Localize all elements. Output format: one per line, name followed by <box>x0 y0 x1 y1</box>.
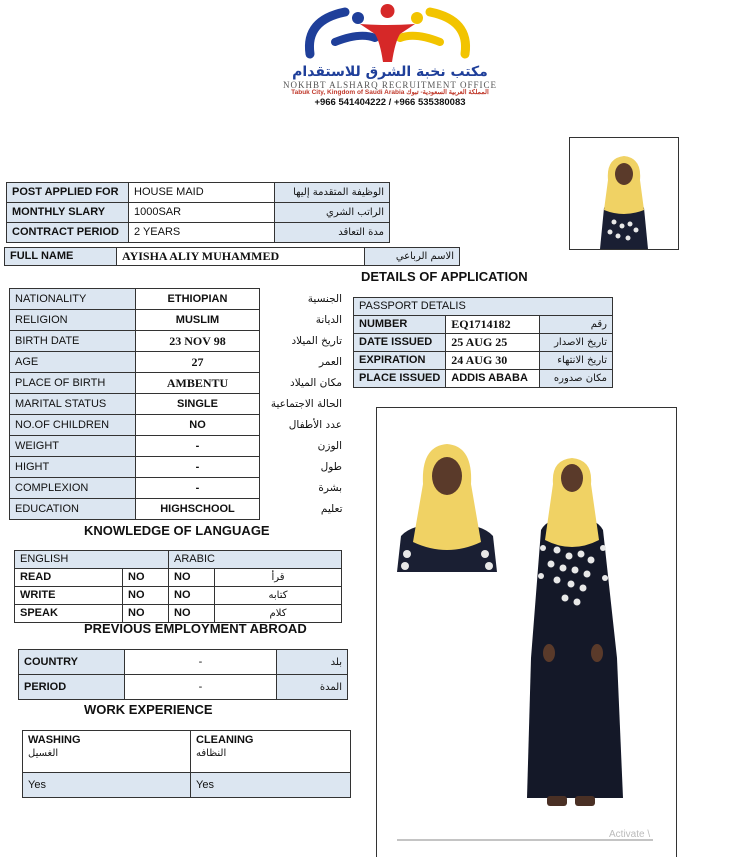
passport-value: ADDIS ABABA <box>446 370 540 388</box>
passport-value: EQ1714182 <box>446 316 540 334</box>
personal-value: NO <box>136 415 260 436</box>
passport-arabic-label: مكان صدوره <box>540 370 613 388</box>
activate-watermark: Activate \ <box>609 829 651 840</box>
cleaning-arabic: النظافه <box>196 748 227 759</box>
personal-label: NATIONALITY <box>10 289 136 310</box>
language-table <box>14 550 342 623</box>
employment-arabic-label: المدة <box>277 675 348 700</box>
personal-value: ETHIOPIAN <box>136 289 260 310</box>
table-row <box>7 183 390 203</box>
passport-label: NUMBER <box>354 316 446 334</box>
company-logo-icon <box>300 2 475 66</box>
details-title: DETAILS OF APPLICATION <box>361 269 528 284</box>
table-row <box>354 352 613 370</box>
logo-english-name: NOKHBT ALSHARQ RECRUITMENT OFFICE <box>283 80 497 90</box>
cleaning-label: CLEANING <box>196 734 254 746</box>
full-name-arabic: الاسم الرباعي <box>365 248 460 266</box>
passport-title: PASSPORT DETALIS <box>354 298 613 316</box>
passport-label: DATE ISSUED <box>354 334 446 352</box>
salary-label: MONTHLY SLARY <box>7 203 129 223</box>
arabic-level: NO <box>169 587 215 605</box>
table-row <box>10 289 348 310</box>
washing-value: Yes <box>23 773 191 798</box>
passport-arabic-label: تاريخ الانتهاء <box>540 352 613 370</box>
personal-label: MARITAL STATUS <box>10 394 136 415</box>
logo-arabic-name: مكتب نخبة الشرق للاستقدام <box>292 64 488 80</box>
table-row <box>15 551 342 569</box>
language-skill-arabic: كتابه <box>215 587 342 605</box>
english-level: NO <box>123 605 169 623</box>
table-row <box>10 457 348 478</box>
personal-label: WEIGHT <box>10 436 136 457</box>
applicant-full-photo-frame <box>376 407 677 857</box>
arabic-level: NO <box>169 569 215 587</box>
personal-label: RELIGION <box>10 310 136 331</box>
full-name-table <box>4 247 460 266</box>
personal-details-table <box>9 288 348 520</box>
language-skill-label: WRITE <box>15 587 123 605</box>
table-row <box>354 334 613 352</box>
passport-label: EXPIRATION <box>354 352 446 370</box>
personal-arabic-label: الوزن <box>317 439 342 452</box>
contract-value: 2 YEARS <box>129 223 275 243</box>
language-skill-label: SPEAK <box>15 605 123 623</box>
language-skill-arabic: قرأ <box>215 569 342 587</box>
personal-arabic-label: طول <box>320 460 342 473</box>
personal-arabic-label: العمر <box>318 355 342 368</box>
passport-table <box>353 297 613 388</box>
company-phones: +966 541404222 / +966 535380083 <box>314 97 466 108</box>
personal-value: - <box>136 436 260 457</box>
employment-title: PREVIOUS EMPLOYMENT ABROAD <box>84 621 307 636</box>
personal-label: PLACE OF BIRTH <box>10 373 136 394</box>
personal-label: NO.OF CHILDREN <box>10 415 136 436</box>
washing-header <box>23 731 191 773</box>
cleaning-value: Yes <box>191 773 351 798</box>
applicant-portrait-photo <box>569 137 679 250</box>
table-row <box>7 203 390 223</box>
salary-arabic: الراتب الشري <box>275 203 390 223</box>
language-skill-arabic: كلام <box>215 605 342 623</box>
post-applied-arabic: الوظيفة المتقدمة إليها <box>275 183 390 203</box>
passport-value: 24 AUG 30 <box>446 352 540 370</box>
personal-arabic-label: تاريخ الميلاد <box>291 334 342 347</box>
experience-table <box>22 730 351 798</box>
personal-value: HIGHSCHOOL <box>136 499 260 520</box>
table-row <box>10 499 348 520</box>
personal-arabic-label: الجنسية <box>307 292 342 305</box>
table-row <box>19 650 348 675</box>
employment-arabic-label: بلد <box>277 650 348 675</box>
personal-label: HIGHT <box>10 457 136 478</box>
employment-value: - <box>125 650 277 675</box>
personal-label: BIRTH DATE <box>10 331 136 352</box>
personal-arabic-label: مكان الميلاد <box>290 376 342 389</box>
cleaning-header <box>191 731 351 773</box>
personal-arabic-label: الحالة الاجتماعية <box>270 397 342 410</box>
language-title: KNOWLEDGE OF LANGUAGE <box>84 523 270 538</box>
personal-value: 27 <box>136 352 260 373</box>
personal-value: MUSLIM <box>136 310 260 331</box>
full-body-figure <box>527 458 623 806</box>
post-applied-label: POST APPLIED FOR <box>7 183 129 203</box>
personal-label: COMPLEXION <box>10 478 136 499</box>
full-name-label: FULL NAME <box>5 248 117 266</box>
table-row <box>23 773 351 798</box>
personal-value: SINGLE <box>136 394 260 415</box>
table-row <box>15 605 342 623</box>
personal-arabic-label: الديانة <box>315 313 342 326</box>
passport-label: PLACE ISSUED <box>354 370 446 388</box>
table-row <box>10 394 348 415</box>
table-row <box>354 298 613 316</box>
personal-value: 23 NOV 98 <box>136 331 260 352</box>
arabic-column-header: ARABIC <box>169 551 342 569</box>
employment-label: COUNTRY <box>19 650 125 675</box>
header <box>230 0 550 112</box>
personal-arabic-label: تعليم <box>320 502 343 515</box>
table-row <box>15 569 342 587</box>
personal-label: AGE <box>10 352 136 373</box>
personal-value: AMBENTU <box>136 373 260 394</box>
employment-value: - <box>125 675 277 700</box>
personal-arabic-label: عدد الأطفال <box>288 418 342 431</box>
table-row <box>15 587 342 605</box>
post-applied-value: HOUSE MAID <box>129 183 275 203</box>
washing-label: WASHING <box>28 734 81 746</box>
table-row <box>10 478 348 499</box>
passport-arabic-label: تاريخ الاصدار <box>540 334 613 352</box>
english-level: NO <box>123 569 169 587</box>
english-column-header: ENGLISH <box>15 551 169 569</box>
experience-title: WORK EXPERIENCE <box>84 702 213 717</box>
passport-arabic-label: رقم <box>540 316 613 334</box>
job-info-table <box>6 182 390 243</box>
table-row <box>5 248 460 266</box>
table-row <box>10 373 348 394</box>
personal-arabic-label: بشرة <box>318 481 342 494</box>
personal-value: - <box>136 457 260 478</box>
passport-value: 25 AUG 25 <box>446 334 540 352</box>
table-row <box>354 316 613 334</box>
personal-value: - <box>136 478 260 499</box>
table-row <box>10 352 348 373</box>
english-level: NO <box>123 587 169 605</box>
language-skill-label: READ <box>15 569 123 587</box>
table-row <box>10 415 348 436</box>
company-address: Tabuk City, Kingdom of Saudi Arabia المملكة العربية السعودية- تبوك <box>291 89 489 96</box>
arabic-level: NO <box>169 605 215 623</box>
contract-arabic: مدة التعاقد <box>275 223 390 243</box>
personal-label: EDUCATION <box>10 499 136 520</box>
table-row <box>7 223 390 243</box>
employment-table <box>18 649 348 700</box>
portrait-figure-icon <box>570 138 678 249</box>
full-name-value: AYISHA ALIY MUHAMMED <box>117 248 365 266</box>
table-row <box>354 370 613 388</box>
contract-label: CONTRACT PERIOD <box>7 223 129 243</box>
table-row <box>23 731 351 773</box>
portrait-inset <box>397 440 497 572</box>
table-row <box>10 436 348 457</box>
salary-value: 1000SAR <box>129 203 275 223</box>
applicant-full-photo <box>377 408 676 857</box>
table-row <box>10 310 348 331</box>
table-row <box>19 675 348 700</box>
washing-arabic: الغسيل <box>28 748 59 759</box>
employment-label: PERIOD <box>19 675 125 700</box>
table-row <box>10 331 348 352</box>
